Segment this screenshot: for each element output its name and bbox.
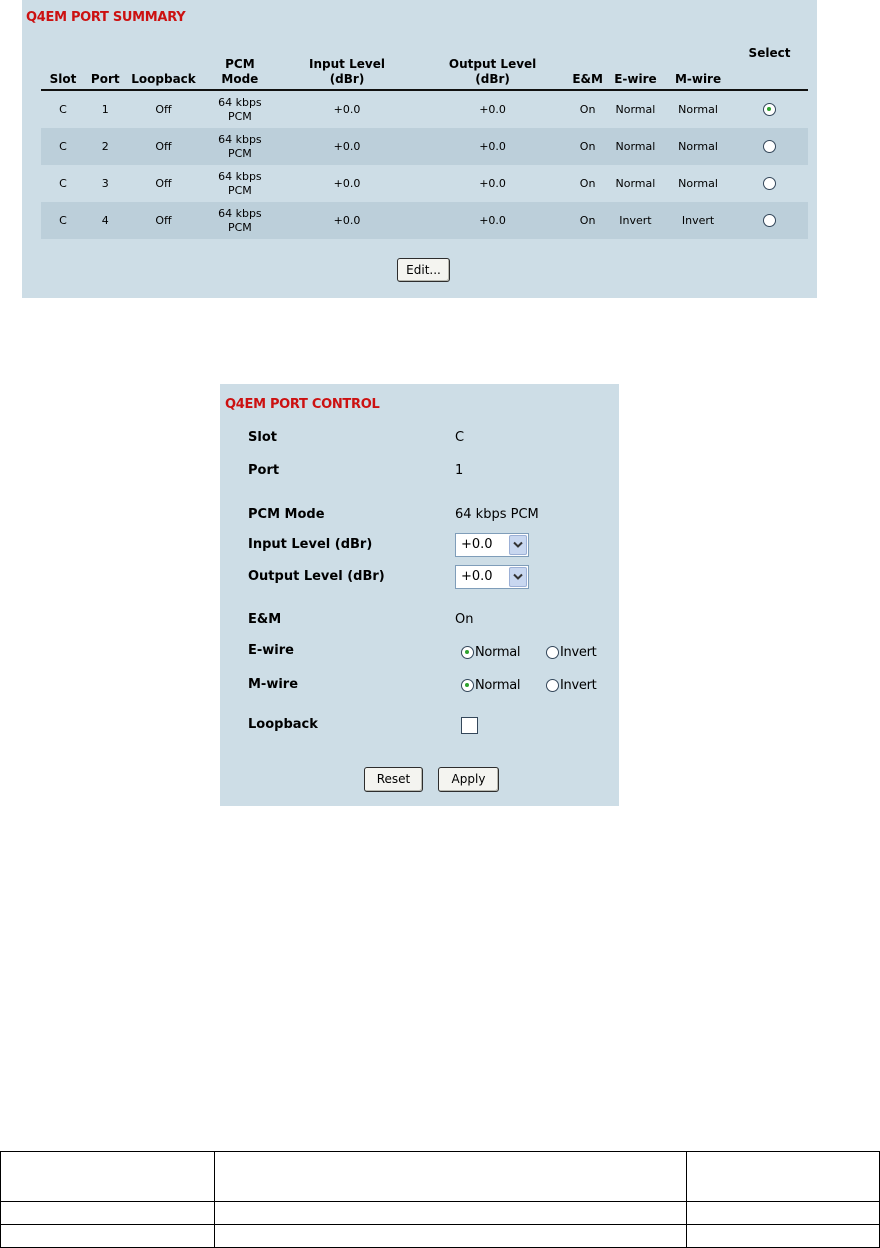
m-wire-normal-radio[interactable] [461, 679, 474, 692]
m-wire-normal-label: Normal [475, 678, 521, 693]
table-row [41, 90, 808, 128]
cell-pcm-mode: 64 kbps PCM [201, 128, 278, 165]
slot-value: C [455, 430, 465, 445]
cell-input-level: +0.0 [333, 176, 361, 190]
apply-button[interactable]: Apply [438, 767, 499, 792]
col-header-port: Port [85, 39, 126, 90]
table-row [41, 165, 808, 202]
col-header-e-wire: E-wire [606, 39, 665, 90]
col-header-em: E&M [570, 39, 606, 90]
output-level-label: Output Level (dBr) [248, 569, 385, 584]
summary-title: Q4EM PORT SUMMARY [26, 10, 186, 25]
cell-em: On [579, 102, 596, 116]
e-wire-option-invert[interactable] [546, 645, 596, 660]
cell-input-level: +0.0 [333, 102, 361, 116]
e-wire-option-normal[interactable] [461, 645, 520, 660]
cell-loopback: Off [126, 128, 202, 165]
select-radio-port-4[interactable] [763, 214, 776, 227]
table-row [41, 128, 808, 165]
e-wire-normal-label: Normal [475, 645, 521, 660]
cell-em: On [579, 176, 596, 190]
cell-em: On [570, 202, 606, 239]
m-wire-label: M-wire [248, 677, 299, 692]
table-cell [215, 1152, 687, 1202]
col-header-input-level: Input Level (dBr) [278, 39, 415, 90]
cell-port: 2 [85, 128, 126, 165]
cell-select [731, 90, 808, 128]
cell-port: 3 [101, 176, 109, 190]
table-cell [687, 1152, 880, 1202]
table-row [1, 1225, 880, 1248]
cell-slot: C [41, 128, 85, 165]
e-wire-label: E-wire [248, 643, 294, 658]
cell-e-wire: Invert [606, 202, 665, 239]
cell-slot: C [59, 176, 67, 190]
cell-loopback: Off [155, 102, 172, 116]
cell-pcm-mode: 64 kbps PCM [201, 202, 278, 239]
cell-e-wire: Normal [606, 128, 665, 165]
pcm-mode-label: PCM Mode [248, 507, 325, 522]
cell-m-wire: Normal [665, 128, 731, 165]
m-wire-option-invert[interactable] [546, 678, 596, 693]
table-cell [215, 1202, 687, 1225]
select-radio-port-2[interactable] [763, 140, 776, 153]
table-cell [687, 1202, 880, 1225]
port-summary-table [41, 39, 808, 239]
reset-button[interactable]: Reset [364, 767, 423, 792]
port-label: Port [248, 463, 280, 478]
cell-select [731, 128, 808, 165]
cell-loopback: Off [155, 176, 172, 190]
cell-output-level: +0.0 [479, 102, 506, 116]
m-wire-invert-radio[interactable] [546, 679, 559, 692]
cell-input-level: +0.0 [278, 128, 415, 165]
e-wire-invert-label: Invert [560, 645, 597, 660]
chevron-down-icon[interactable] [509, 535, 527, 555]
cell-pcm-mode: 64 kbps PCM [218, 95, 262, 123]
cell-output-level: +0.0 [479, 176, 506, 190]
col-header-output-level: Output Level (dBr) [416, 39, 570, 90]
col-header-pcm-mode: PCM Mode [201, 39, 278, 90]
cell-e-wire: Normal [615, 102, 656, 116]
input-level-label: Input Level (dBr) [248, 537, 373, 552]
document-table [0, 1151, 880, 1248]
cell-m-wire: Normal [678, 176, 718, 190]
cell-pcm-mode: 64 kbps PCM [218, 169, 262, 197]
slot-label: Slot [248, 430, 277, 445]
cell-input-level: +0.0 [278, 202, 415, 239]
col-header-slot: Slot [41, 39, 85, 90]
cell-port: 1 [101, 102, 109, 116]
table-header-row [41, 39, 808, 90]
cell-output-level: +0.0 [416, 202, 570, 239]
output-level-selected-value: +0.0 [461, 569, 493, 584]
cell-m-wire: Invert [665, 202, 731, 239]
chevron-down-icon[interactable] [509, 567, 527, 587]
cell-select [731, 165, 808, 202]
cell-slot: C [41, 202, 85, 239]
input-level-select[interactable] [455, 533, 529, 557]
port-summary-panel [22, 0, 817, 298]
table-row [1, 1152, 880, 1202]
cell-slot: C [59, 102, 67, 116]
edit-button[interactable]: Edit... [397, 258, 450, 282]
table-cell [215, 1225, 687, 1248]
input-level-selected-value: +0.0 [461, 537, 493, 552]
select-radio-port-1[interactable] [763, 103, 776, 116]
e-wire-normal-radio[interactable] [461, 646, 474, 659]
cell-m-wire: Normal [678, 102, 718, 116]
port-control-panel [220, 384, 619, 806]
cell-port: 4 [85, 202, 126, 239]
cell-output-level: +0.0 [416, 128, 570, 165]
em-value: On [455, 612, 474, 627]
table-row [41, 202, 808, 239]
loopback-label: Loopback [248, 717, 318, 732]
col-header-select: Select [731, 39, 808, 90]
cell-em: On [570, 128, 606, 165]
table-cell [687, 1225, 880, 1248]
cell-loopback: Off [126, 202, 202, 239]
m-wire-invert-label: Invert [560, 678, 597, 693]
table-row [1, 1202, 880, 1225]
cell-e-wire: Normal [615, 176, 656, 190]
control-title: Q4EM PORT CONTROL [225, 397, 380, 412]
table-cell [1, 1152, 215, 1202]
select-radio-port-3[interactable] [763, 177, 776, 190]
port-value: 1 [455, 463, 464, 478]
col-header-loopback: Loopback [126, 39, 202, 90]
table-cell [1, 1202, 215, 1225]
m-wire-option-normal[interactable] [461, 678, 520, 693]
col-header-m-wire: M-wire [665, 39, 731, 90]
em-label: E&M [248, 612, 282, 627]
loopback-checkbox[interactable] [461, 717, 478, 734]
table-cell [1, 1225, 215, 1248]
cell-select [731, 202, 808, 239]
e-wire-invert-radio[interactable] [546, 646, 559, 659]
pcm-mode-value: 64 kbps PCM [455, 507, 539, 522]
output-level-select[interactable] [455, 565, 529, 589]
